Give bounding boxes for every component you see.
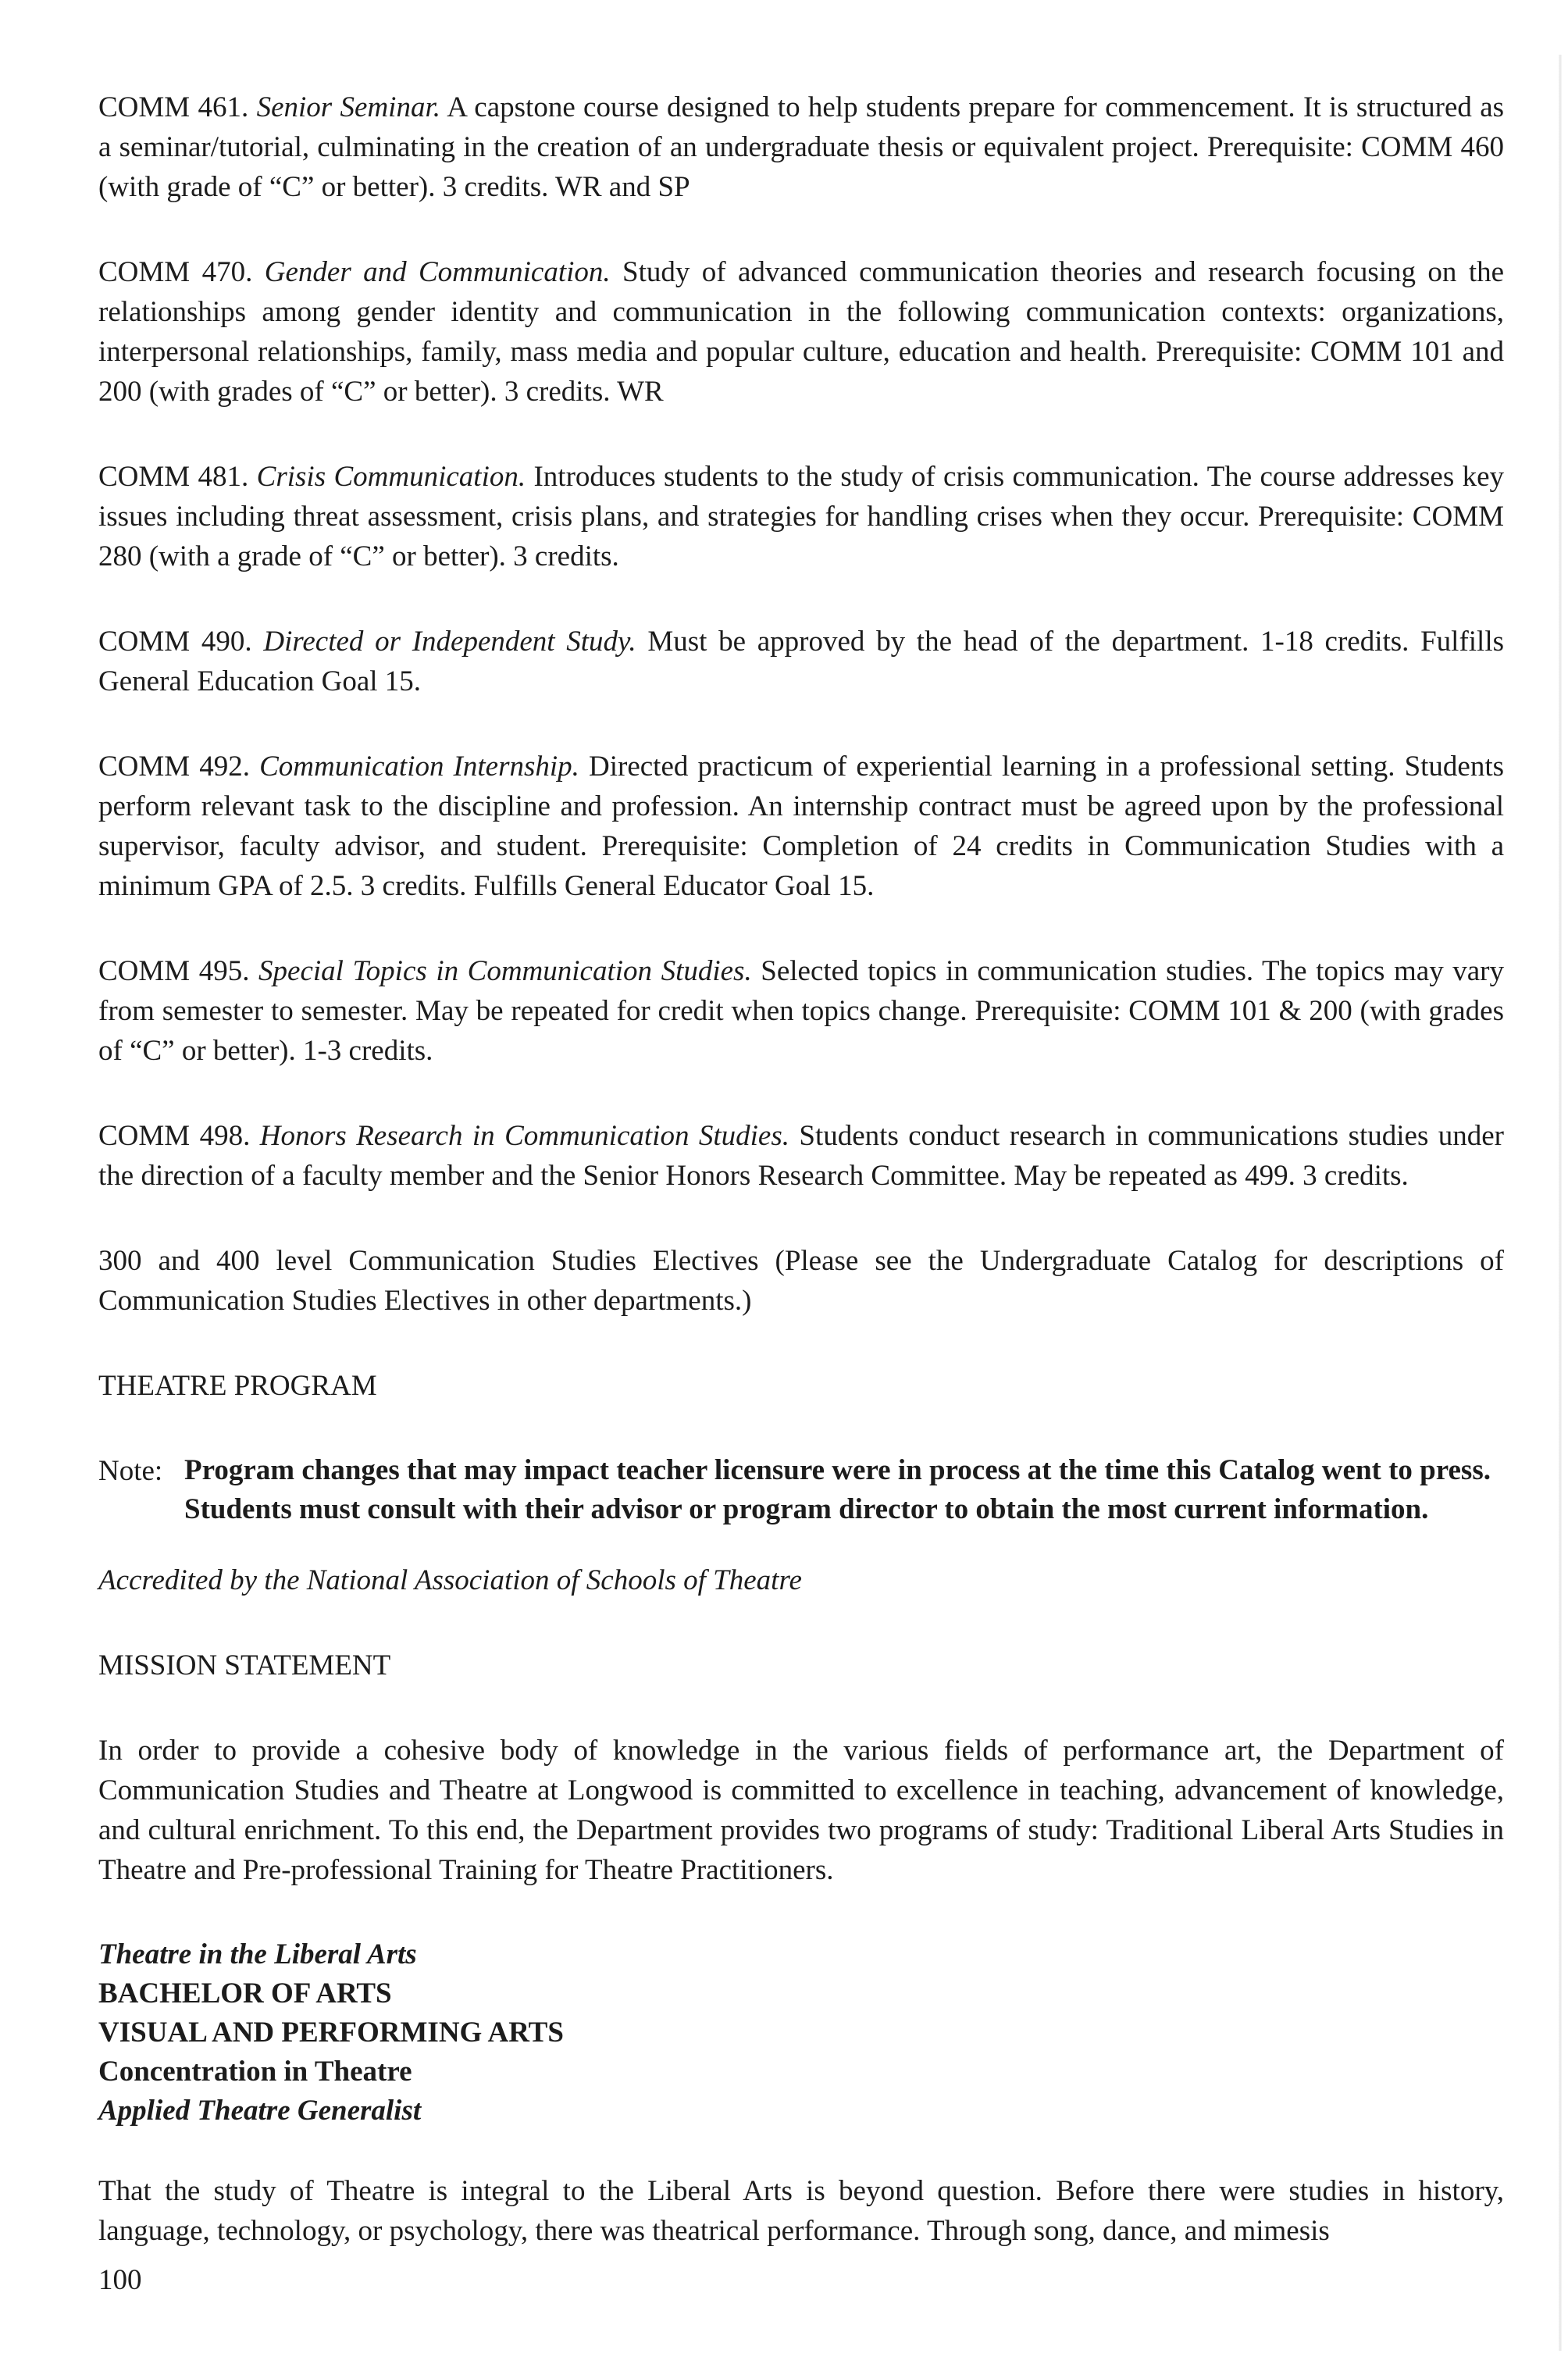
course-description: Selected topics in communication studies. The topics may vary from semester to semester. May be repeated for credit when topics change. Prerequisite: COMM 101 & 200 (with grades of “C” or better). 1-3 credits. <box>98 955 1504 1067</box>
program-title-block <box>98 1935 1504 2131</box>
course-title: Senior Seminar. <box>256 91 441 123</box>
licensure-note <box>98 1451 1504 1529</box>
mission-statement-heading: MISSION STATEMENT <box>98 1649 391 1681</box>
accreditation-statement: Accredited by the National Association of Schools of Theatre <box>98 1564 802 1596</box>
course-code: COMM 498. <box>98 1120 251 1152</box>
catalog-page <box>98 87 1504 2280</box>
program-concentration: Concentration in Theatre <box>98 2056 412 2088</box>
course-title: Crisis Communication. <box>256 461 526 493</box>
electives-note: 300 and 400 level Communication Studies Electives (Please see the Undergraduate Catalog for descriptions of Communication Studies Electives in other departments.) <box>98 1245 1504 1317</box>
course-description: Study of advanced communication theories and research focusing on the relationships among gender identity and communication in the following communication contexts: organizations, interpersonal relationships, family, mass media and popular culture, education and health. Prerequisite: COMM 101 and 200 (with grades of “C” or better). 3 credits. WR <box>98 256 1505 408</box>
course-entry-comm-498 <box>98 1116 1504 1196</box>
course-code: COMM 461. <box>98 91 249 123</box>
note-label: Note: <box>98 1455 163 1487</box>
course-entry-comm-490 <box>98 622 1504 701</box>
program-degree: BACHELOR OF ARTS <box>98 1977 392 2009</box>
program-track: Theatre in the Liberal Arts <box>98 1938 417 1970</box>
course-description: Directed practicum of experiential learning in a professional setting. Students perform relevant task to the discipline and profession. An internship contract must be agreed upon by the professional supervisor, faculty advisor, and student. Prerequisite: Completion of 24 credits in Communication Studies with a minimum GPA of 2.5. 3 credits. Fulfills General Educator Goal 15. <box>98 751 1505 902</box>
course-code: COMM 470. <box>98 256 253 288</box>
course-entry-comm-492 <box>98 747 1504 906</box>
note-text: Program changes that may impact teacher licensure were in process at the time this Catalog went to press. Students must consult with their advisor or program director to obtain the most current information. <box>184 1454 1491 1525</box>
course-title: Special Topics in Communication Studies. <box>258 955 752 987</box>
course-entry-comm-470 <box>98 252 1504 412</box>
course-description: A capstone course designed to help students prepare for commencement. It is structured as a seminar/tutorial, culminating in the creation of an undergraduate thesis or equivalent project. Prerequisite: COMM 460 (with grade of “C” or better). 3 credits. WR and SP <box>98 91 1505 203</box>
course-title: Honors Research in Communication Studies. <box>259 1120 789 1152</box>
course-description: Introduces students to the study of crisis communication. The course addresses key issues including threat assessment, crisis plans, and strategies for handling crises when they occur. Prerequisite: COMM 280 (with a grade of “C” or better). 3 credits. <box>98 461 1504 572</box>
course-code: COMM 490. <box>98 626 252 658</box>
course-title: Directed or Independent Study. <box>263 626 636 658</box>
course-code: COMM 495. <box>98 955 250 987</box>
course-code: COMM 481. <box>98 461 249 493</box>
course-entry-comm-495 <box>98 951 1504 1071</box>
page-number: 100 <box>98 2264 142 2296</box>
mission-statement-text: In order to provide a cohesive body of knowledge in the various fields of performance art, the Department of Communication Studies and Theatre at Longwood is committed to excellence in teaching, advancement of knowledge, and cultural enrichment. To this end, the Department provides two programs of study: Traditional Liberal Arts Studies in Theatre and Pre-professional Training for Theatre Practitioners. <box>98 1735 1504 1886</box>
course-title: Communication Internship. <box>259 751 579 783</box>
binding-edge <box>1559 55 1562 2351</box>
course-description: Students conduct research in communications studies under the direction of a faculty member and the Senior Honors Research Committee. May be repeated as 499. 3 credits. <box>98 1120 1504 1192</box>
course-title: Gender and Communication. <box>264 256 611 288</box>
course-description: Must be approved by the head of the department. 1-18 credits. Fulfills General Education Goal 15. <box>98 626 1505 697</box>
theatre-program-heading: THEATRE PROGRAM <box>98 1370 377 1402</box>
program-option: Applied Theatre Generalist <box>98 2095 422 2127</box>
course-entry-comm-481 <box>98 457 1504 576</box>
liberal-arts-intro: That the study of Theatre is integral to the Liberal Arts is beyond question. Before there were studies in history, language, technology, or psychology, there was theatrical performance. Through song, dance, and mimesis <box>98 2175 1504 2247</box>
course-entry-comm-461 <box>98 87 1504 207</box>
program-major: VISUAL AND PERFORMING ARTS <box>98 2017 564 2049</box>
course-code: COMM 492. <box>98 751 251 783</box>
